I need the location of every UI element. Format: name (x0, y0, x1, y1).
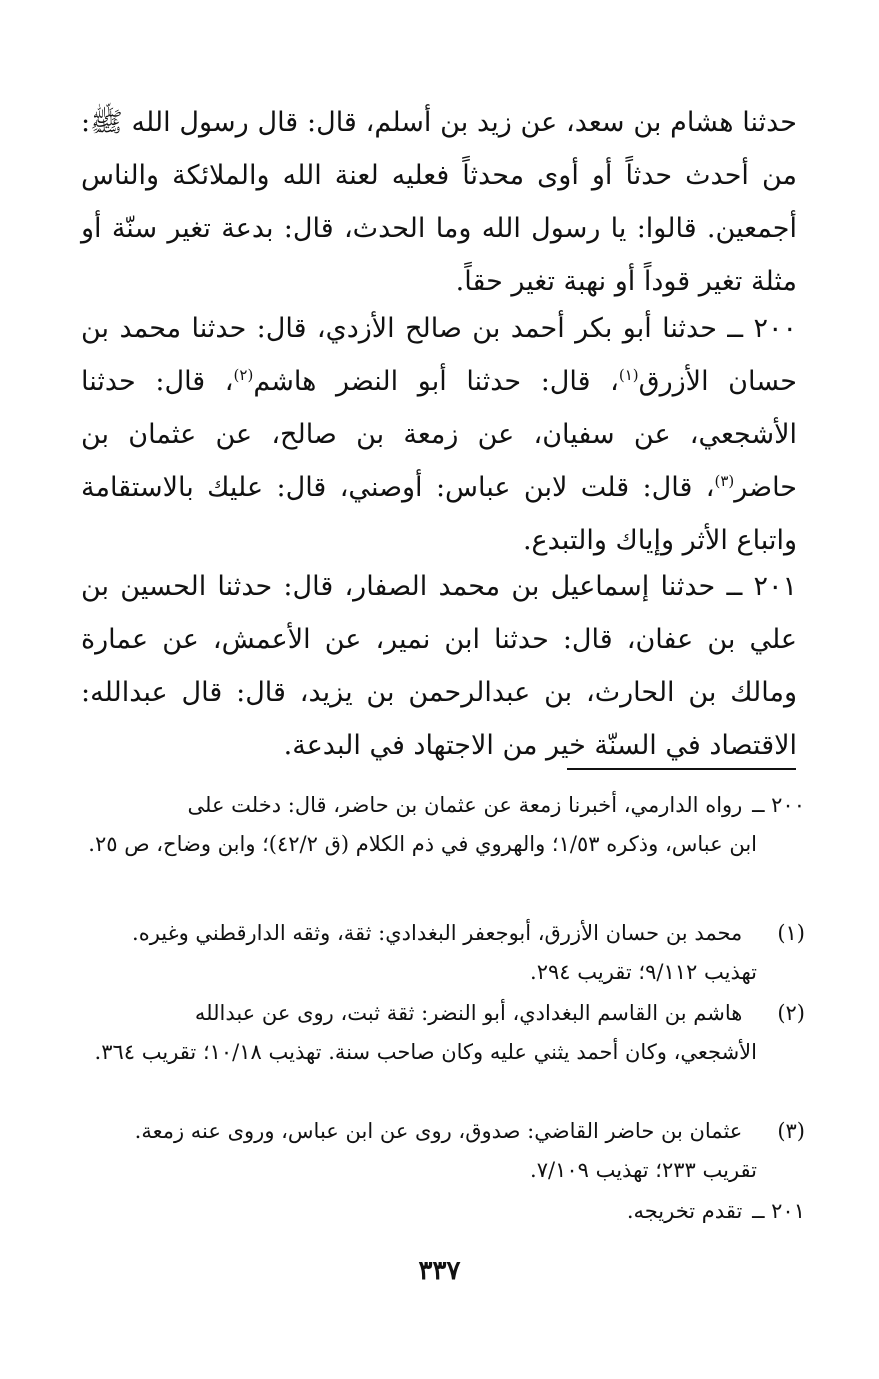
footnote-ref-3: (٣) (714, 472, 735, 490)
footnote-2-body: الأشجعي، وكان أحمد يثني عليه وكان صاحب سنة. تهذيب ١٠/١٨؛ تقريب ٣٦٤. (94, 1040, 757, 1064)
footnote-3-body: تقريب ٢٣٣؛ تهذيب ٧/١٠٩. (530, 1158, 757, 1182)
footnote-1-text: محمد بن حسان الأزرق، أبوجعفر البغدادي: ثقة، وثقه الدارقطني وغيره. (132, 921, 743, 945)
footnote-2 (75, 994, 805, 1072)
footnote-200-number: ٢٠٠ ــ (752, 793, 805, 817)
footnote-3-number: (٣) (777, 1119, 805, 1143)
paragraph-hadith-200 (81, 302, 797, 567)
footnote-201 (75, 1192, 805, 1231)
footnote-2-number: (٢) (777, 1001, 805, 1025)
footnote-2-text: هاشم بن القاسم البغدادي، أبو النضر: ثقة ثبت، روى عن عبدالله (194, 1001, 743, 1025)
hadith-200-text-b: ، قال: حدثنا أبو النضر هاشم (253, 366, 619, 397)
footnote-200 (75, 786, 805, 864)
footnote-ref-2: (٢) (233, 366, 254, 384)
hadith-200-text-d: ، قال: قلت لابن عباس: أوصني، قال: عليك بالاستقامة واتباع الأثر وإياك والتبدع. (81, 472, 797, 556)
footnote-201-number: ٢٠١ ــ (752, 1199, 805, 1223)
footnote-200-body: ابن عباس، وذكره ١/٥٣؛ والهروي في ذم الكلام (ق ٤٢/٢)؛ وابن وضاح، ص ٢٥. (88, 832, 757, 856)
page-number: ٣٣٧ (418, 1256, 461, 1286)
footnote-ref-1: (١) (618, 366, 639, 384)
footnote-1 (75, 914, 805, 992)
footnote-3-text: عثمان بن حاضر القاضي: صدوق، روى عن ابن عباس، وروى عنه زمعة. (134, 1119, 743, 1143)
footnote-divider (567, 768, 796, 770)
paragraph-hadith-201: ٢٠١ ــ حدثنا إسماعيل بن محمد الصفار، قال: حدثنا الحسين بن علي بن عفان، قال: حدثنا ابن نمير، عن الأعمش، عن عمارة ومالك بن الحارث، بن عبدالرحمن بن يزيد، قال: قال عبدالله: الاقتصاد في السنّة خير من الاجتهاد في البدعة. (81, 571, 797, 761)
footnote-1-body: تهذيب ٩/١١٢؛ تقريب ٢٩٤. (530, 960, 757, 984)
hadith-200-text-c: ، قال: حدثنا الأشجعي، عن سفيان، عن زمعة بن صالح، عن عثمان بن حاضر (81, 366, 797, 503)
footnote-3 (75, 1112, 805, 1190)
hadith-200-text-a: ٢٠٠ ــ حدثنا أبو بكر أحمد بن صالح الأزدي، قال: حدثنا محمد بن حسان الأزرق (81, 313, 798, 397)
footnote-200-text: رواه الدارمي، أخبرنا زمعة عن عثمان بن حاضر، قال: دخلت على (187, 793, 743, 817)
footnote-201-text: تقدم تخريجه. (626, 1199, 743, 1223)
footnote-1-number: (١) (777, 921, 805, 945)
paragraph-hadith-continuation: حدثنا هشام بن سعد، عن زيد بن أسلم، قال: قال رسول الله ﷺ: من أحدث حدثاً أو أوى محدثاً فعليه لعنة الله والملائكة والناس أجمعين. قالوا: يا رسول الله وما الحدث، قال: بدعة تغير سنّة أو مثلة تغير قوداً أو نهبة تغير حقاً. (81, 107, 797, 297)
